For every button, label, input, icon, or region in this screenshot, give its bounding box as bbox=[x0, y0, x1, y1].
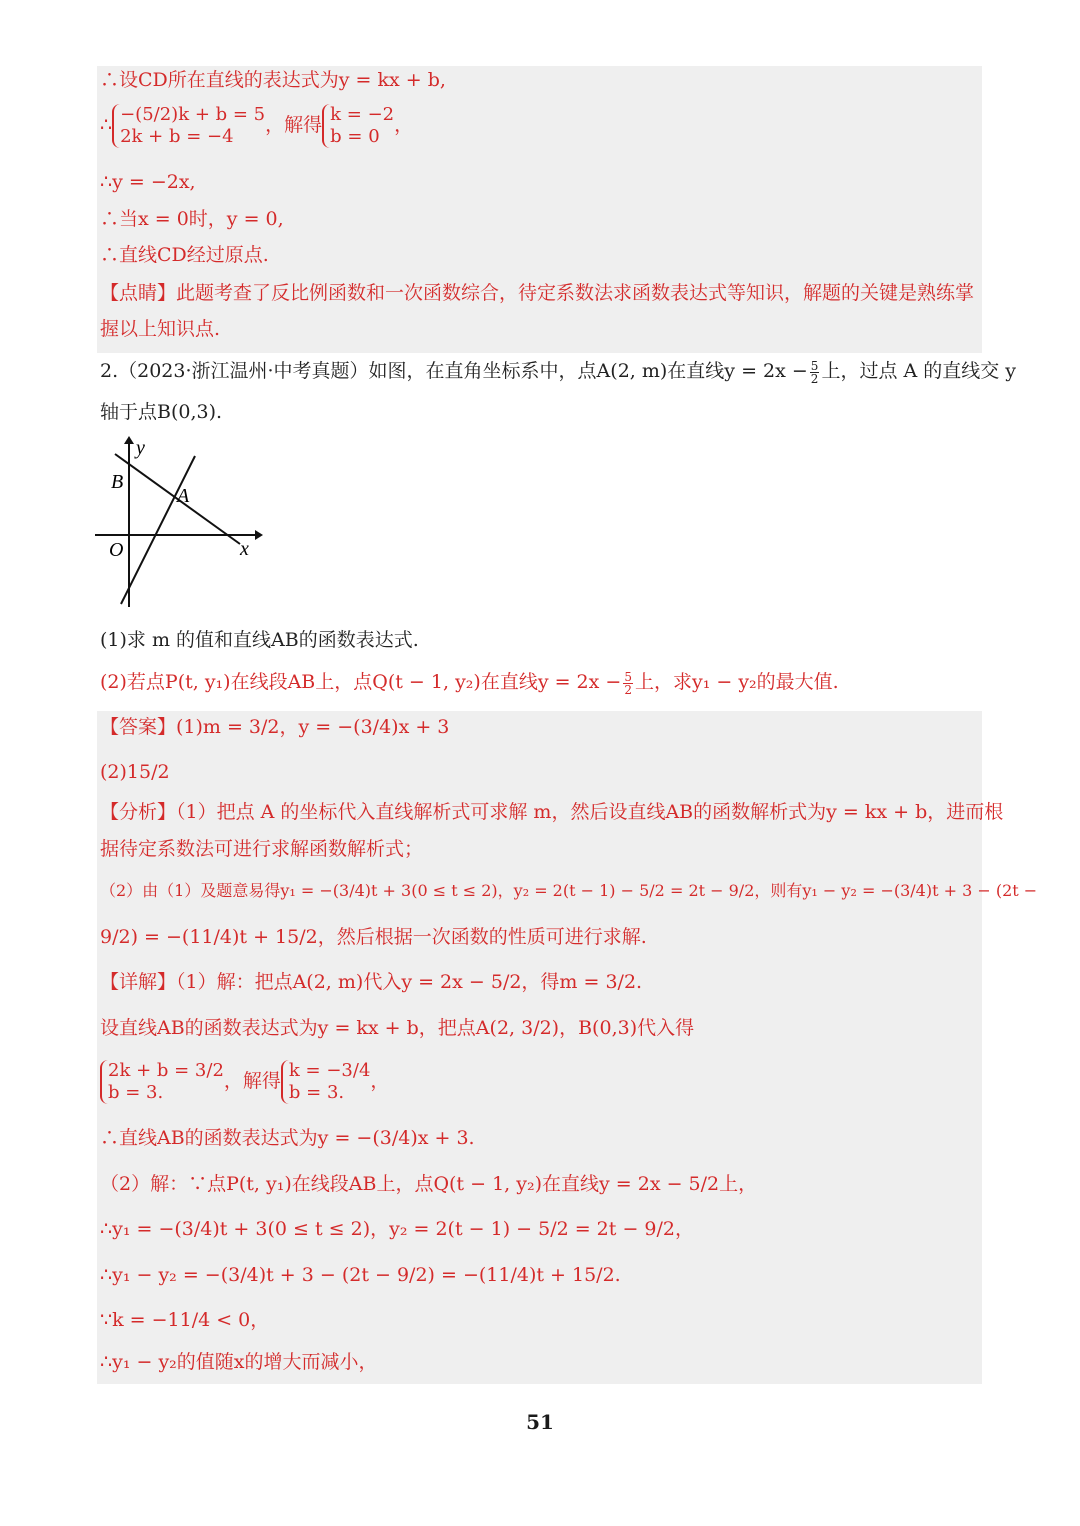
label-b: B bbox=[111, 471, 124, 493]
detail-line: ∴y₁ = −(3/4)t + 3(0 ≤ t ≤ 2)，y₂ = 2(t − 1) − 5/2 = 2t − 9/2， bbox=[100, 1218, 694, 1240]
label-x: x bbox=[240, 538, 249, 560]
equation-system: 2k + b = 3/2 b = 3. bbox=[100, 1060, 224, 1104]
equation-system: k = −2 b = 0 bbox=[322, 104, 394, 148]
detail-line: 【详解】（1）解：把点A(2, m)代入y = 2x − 5/2，得m = 3/2. bbox=[100, 971, 643, 993]
analysis-line: 据待定系数法可进行求解函数解析式； bbox=[100, 838, 424, 860]
detail-line: ∴y₁ − y₂ = −(3/4)t + 3 − (2t − 9/2) = −(11/4)t + 15/2. bbox=[100, 1264, 621, 1286]
detail-line: ∴直线AB的函数表达式为y = −(3/4)x + 3. bbox=[100, 1127, 475, 1149]
comment-line: 握以上知识点. bbox=[100, 318, 221, 340]
question-1: (1)求 m 的值和直线AB的函数表达式. bbox=[100, 629, 419, 651]
page-number: 51 bbox=[526, 1410, 554, 1434]
fraction: $\frac{5}{2}$ bbox=[810, 358, 819, 386]
y-axis-arrow bbox=[124, 436, 134, 444]
analysis-line: 9/2) = −(11/4)t + 15/2，然后根据一次函数的性质可进行求解. bbox=[100, 926, 647, 948]
text-line: ∴y = −2x, bbox=[100, 171, 196, 193]
line-a bbox=[121, 456, 195, 604]
label-y: y bbox=[136, 437, 145, 459]
detail-line: 设直线AB的函数表达式为y = kx + b，把点A(2, 3/2)，B(0,3)代入得 bbox=[100, 1017, 695, 1039]
equation-system: −(5/2)k + b = 5 2k + b = −4 bbox=[112, 104, 265, 148]
question-2: (2)若点P(t, y₁)在线段AB上，点Q(t − 1, y₂)在直线y = 2x − $\frac{5}{2}$ 上，求y₁ − y₂的最大值. bbox=[100, 669, 839, 697]
analysis-line: 【分析】（1）把点 A 的坐标代入直线解析式可求解 m，然后设直线AB的函数解析式为y = kx + b，进而根 bbox=[100, 801, 1004, 823]
detail-line: ∴y₁ − y₂的值随x的增大而减小， bbox=[100, 1351, 378, 1373]
equation-system: k = −3/4 b = 3. bbox=[281, 1060, 370, 1104]
detail-line: ∵k = −11/4 < 0， bbox=[100, 1309, 270, 1331]
text-line: ∴当x = 0时，y = 0, bbox=[100, 208, 284, 230]
coordinate-figure bbox=[95, 432, 265, 612]
detail-line: （2）解：∵点P(t, y₁)在线段AB上，点Q(t − 1, y₂)在直线y = 2x − 5/2上， bbox=[100, 1173, 758, 1195]
label-o: O bbox=[109, 539, 124, 561]
fraction: $\frac{5}{2}$ bbox=[624, 669, 632, 697]
system-line: 2k + b = 3/2 b = 3. ，解得 k = −3/4 b = 3. ， bbox=[100, 1060, 389, 1104]
answer-line: 【答案】(1)m = 3/2，y = −(3/4)x + 3 bbox=[100, 716, 450, 738]
system-line: ∴ −(5/2)k + b = 5 2k + b = −4 ，解得 k = −2 b = 0 ， bbox=[100, 104, 414, 147]
label-a: A bbox=[177, 485, 190, 507]
answer-line: (2)15/2 bbox=[100, 761, 170, 783]
comment-line: 【点睛】此题考查了反比例函数和一次函数综合，待定系数法求函数表达式等知识，解题的关键是熟练掌 bbox=[100, 282, 975, 304]
x-axis-arrow bbox=[255, 530, 263, 540]
problem-line: 2.（2023·浙江温州·中考真题）如图，在直角坐标系中，点A(2, m)在直线y = 2x − $\frac{5}{2}$ 上，过点 A 的直线交 y bbox=[100, 358, 1017, 386]
text-line: ∴直线CD经过原点. bbox=[100, 244, 269, 266]
problem-line: 轴于点B(0,3). bbox=[100, 401, 223, 423]
analysis-line: （2）由（1）及题意易得y₁ = −(3/4)t + 3(0 ≤ t ≤ 2)，y₂ = 2(t − 1) − 5/2 = 2t − 9/2，则有y₁ − y₂ = −(3/4)t + 3 − (2t − bbox=[100, 881, 1038, 900]
text-line: ∴设CD所在直线的表达式为y = kx + b, bbox=[100, 69, 446, 91]
